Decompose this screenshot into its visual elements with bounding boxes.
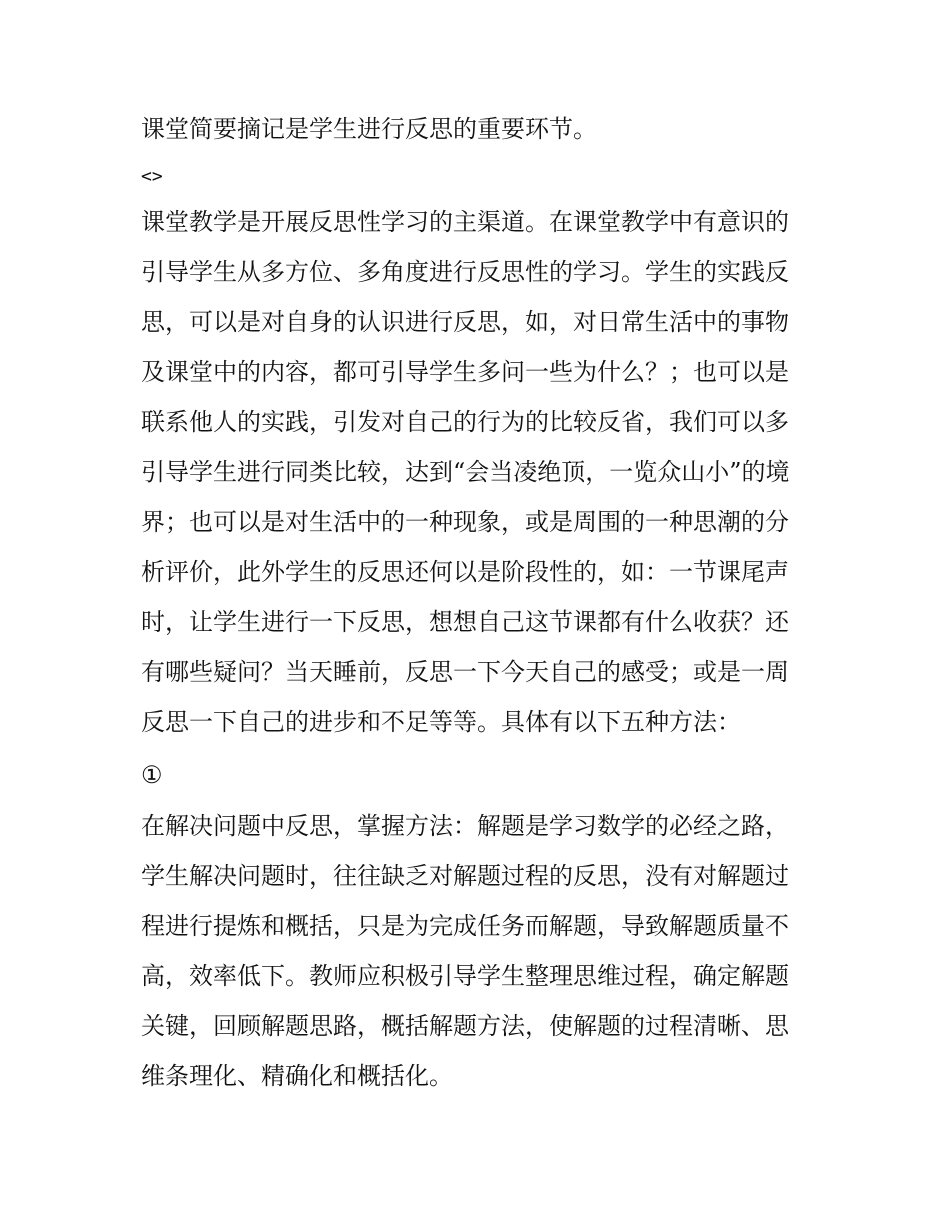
paragraph-line: 学生解决问题时，往往缺乏对解题过程的反思，没有对解题过 xyxy=(141,862,789,890)
paragraph-line: 时，让学生进行一下反思，想想自己这节课都有什么收获？还 xyxy=(141,608,789,636)
paragraph-line: 界；也可以是对生活中的一种现象，或是周围的一种思潮的分 xyxy=(141,508,789,536)
circled-number-marker: ① xyxy=(141,761,163,789)
paragraph-line: 析评价，此外学生的反思还何以是阶段性的，如：一节课尾声 xyxy=(141,558,789,586)
paragraph-line: 反思一下自己的进步和不足等等。具体有以下五种方法： xyxy=(141,708,741,736)
paragraph-line: 课堂教学是开展反思性学习的主渠道。在课堂教学中有意识的 xyxy=(141,208,789,236)
intro-line: 课堂简要摘记是学生进行反思的重要环节。 xyxy=(141,115,597,143)
paragraph-line: 引导学生进行同类比较，达到“会当凌绝顶，一览众山小”的境 xyxy=(141,458,790,486)
paragraph-line: 程进行提炼和概括，只是为完成任务而解题，导致解题质量不 xyxy=(141,912,789,940)
paragraph-line: 在解决问题中反思，掌握方法：解题是学习数学的必经之路， xyxy=(141,812,789,840)
paragraph-line: 及课堂中的内容，都可引导学生多问一些为什么？；也可以是 xyxy=(141,358,789,386)
paragraph-line: 关键，回顾解题思路，概括解题方法，使解题的过程清晰、思 xyxy=(141,1012,789,1040)
angle-bracket-marker: <> xyxy=(141,166,163,187)
paragraph-line: 有哪些疑问？当天睡前，反思一下今天自己的感受；或是一周 xyxy=(141,658,789,686)
paragraph-line: 联系他人的实践，引发对自己的行为的比较反省，我们可以多 xyxy=(141,408,789,436)
paragraph-line: 维条理化、精确化和概括化。 xyxy=(141,1062,453,1090)
paragraph-line: 高，效率低下。教师应积极引导学生整理思维过程，确定解题 xyxy=(141,962,789,990)
paragraph-line: 思，可以是对自身的认识进行反思，如，对日常生活中的事物 xyxy=(141,308,789,336)
paragraph-line: 引导学生从多方位、多角度进行反思性的学习。学生的实践反 xyxy=(141,258,789,286)
